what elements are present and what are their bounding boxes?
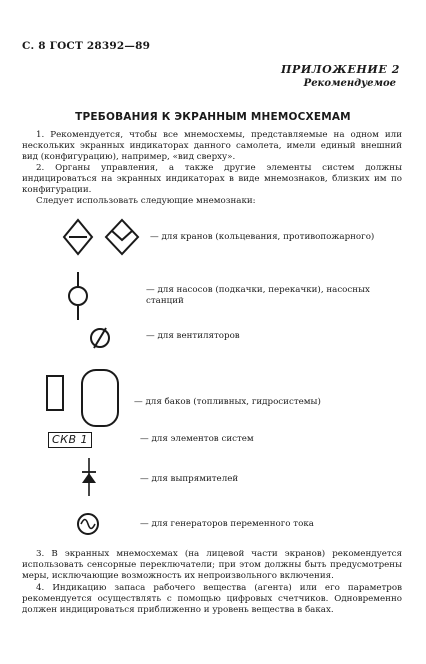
rectifiers-label: — для выпрямителей [140, 474, 239, 484]
rectifier-icon [80, 458, 98, 496]
system-element-box: СКВ 1 [48, 432, 92, 448]
ac-generator-icon [76, 512, 100, 536]
valve-diamond-arrow-icon [106, 220, 138, 254]
fans-label: — для вентиляторов [146, 331, 240, 341]
system-elements-label: — для элементов систем [140, 434, 254, 444]
paragraph-1: 1. Рекомендуется, чтобы все мнемосхемы, представляемые на одном или нескольких экранных индикаторах данного самолета, имели единый внешний вид (конфигурацию), например, «вид сверху». [22, 130, 402, 162]
tank-rounded-icon [82, 370, 118, 426]
tank-rect-icon [47, 376, 63, 410]
ac-generators-label: — для генераторов переменного тока [140, 519, 314, 529]
valve-diamond-icon [64, 220, 92, 254]
valve-symbols [64, 216, 146, 260]
paragraph-4: 4. Индикацию запаса рабочего вещества (агента) или его параметров рекомендуется осуществлять с помощью цифровых счетчиков. Одновременно должен индицироваться приближенно и уровень вещества в баках. [22, 583, 402, 615]
tank-symbols [46, 368, 122, 428]
appendix-title: ПРИЛОЖЕНИЕ 2 [280, 63, 400, 76]
pump-icon [66, 272, 90, 320]
tanks-label: — для баков (топливных, гидросистемы) [134, 397, 321, 407]
pumps-label: — для насосов (подкачки, перекачки), насосных станций [146, 285, 370, 306]
paragraph-3: 3. В экранных мнемосхемах (на лицевой части экранов) рекомендуется использовать сенсорные переключатели; при этом должны быть предусмотрены меры, исключающие возможность их непроизвольного включения. [22, 549, 402, 581]
document-title: ТРЕБОВАНИЯ К ЭКРАННЫМ МНЕМОСХЕМАМ [75, 111, 351, 123]
paragraph-2: 2. Органы управления, а также другие элементы систем должны индицироваться на экранных индикаторах в виде мнемознаков, близких им по конфигурации. [22, 163, 402, 195]
paragraph-intro: Следует использовать следующие мнемознаки: [36, 196, 256, 206]
page-header: С. 8 ГОСТ 28392—89 [22, 40, 151, 52]
fan-icon [88, 325, 112, 351]
appendix-subtitle: Рекомендуемое [303, 78, 396, 89]
valves-label: — для кранов (кольцевания, противопожарного) [150, 232, 375, 242]
